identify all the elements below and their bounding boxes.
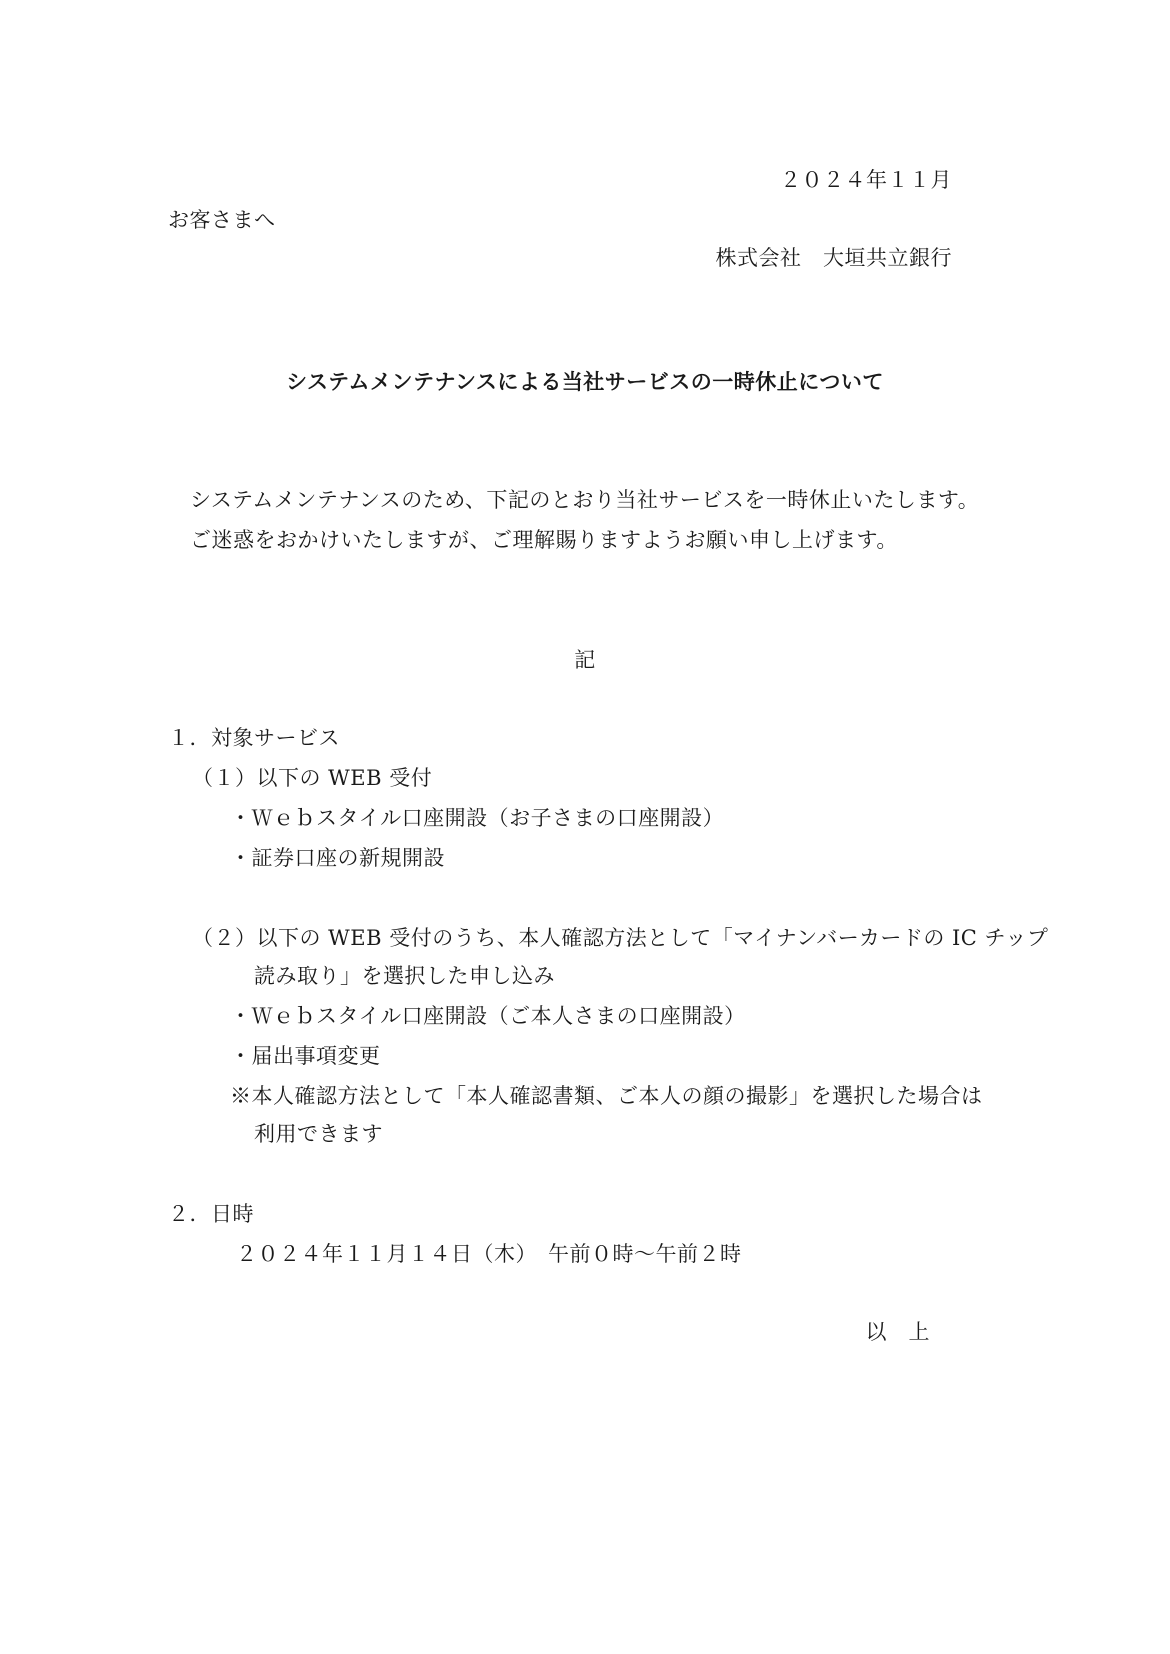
list-item: ・証券口座の新規開設 bbox=[230, 846, 445, 870]
document-date: ２０２４年１１月 bbox=[780, 168, 952, 192]
closing-mark: 以 上 bbox=[865, 1320, 930, 1344]
ki-marker: 記 bbox=[574, 648, 596, 672]
intro-line-2: ご迷惑をおかけいたしますが、ご理解賜りますようお願い申し上げます。 bbox=[190, 528, 898, 552]
list-item: ・Ｗｅｂスタイル口座開設（お子さまの口座開設） bbox=[230, 806, 725, 830]
note-line-1: ※本人確認方法として「本人確認書類、ご本人の顔の撮影」を選択した場合は bbox=[230, 1084, 983, 1108]
list-item: ・届出事項変更 bbox=[230, 1044, 381, 1068]
sender-name: 株式会社 大垣共立銀行 bbox=[715, 246, 952, 270]
section-1-heading: １．対象サービス bbox=[168, 726, 340, 750]
subsection-2-heading-line-2: 読み取り」を選択した申し込み bbox=[254, 964, 555, 988]
addressee: お客さまへ bbox=[168, 208, 276, 232]
note-line-2: 利用できます bbox=[254, 1122, 383, 1146]
subsection-2-heading-line-1: （２）以下の WEB 受付のうち、本人確認方法として「マイナンバーカードの IC チップ bbox=[192, 926, 1049, 950]
list-item: ・Ｗｅｂスタイル口座開設（ご本人さまの口座開設） bbox=[230, 1004, 746, 1028]
document-title: システムメンテナンスによる当社サービスの一時休止について bbox=[286, 370, 884, 394]
intro-line-1: システムメンテナンスのため、下記のとおり当社サービスを一時休止いたします。 bbox=[190, 488, 980, 512]
maintenance-datetime: ２０２４年１１月１４日（木） 午前０時～午前２時 bbox=[236, 1242, 742, 1266]
subsection-1-heading: （１）以下の WEB 受付 bbox=[192, 766, 433, 790]
section-2-heading: ２．日時 bbox=[168, 1202, 254, 1226]
